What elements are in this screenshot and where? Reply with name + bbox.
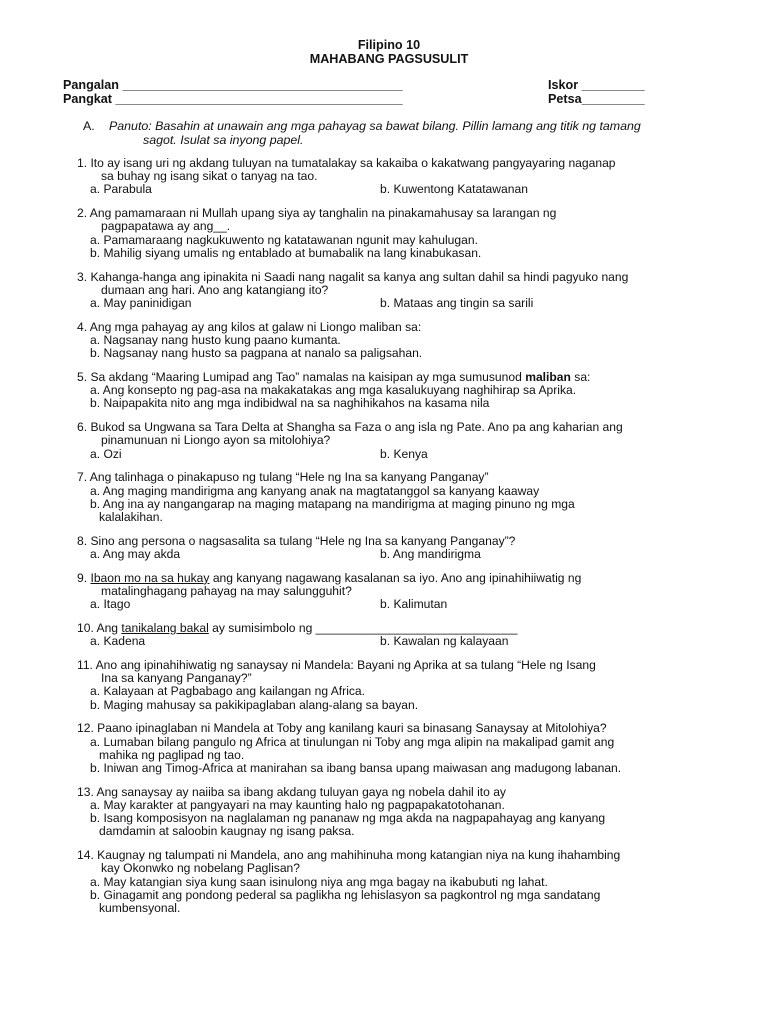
question-7 bbox=[77, 471, 717, 524]
choice-a: a. Ang maging mandirigma ang kanyang anak na magtatanggol sa kanyang kaaway bbox=[90, 483, 540, 498]
question-1 bbox=[77, 157, 717, 197]
choice-b: b. Ginagamit ang pondong pederal sa paglikha ng lehislasyon sa pagkontrol ng mga sandatang bbox=[90, 887, 601, 902]
choice-b: b. Kalimutan bbox=[380, 597, 448, 612]
question-stem-cont: pinamunuan ni Liongo ayon sa mitolohiya? bbox=[101, 433, 331, 448]
choice-b-cont: kumbensyonal. bbox=[99, 901, 181, 916]
name-field: Pangalan ________________________________________ bbox=[63, 78, 403, 92]
choice-b: b. Ang ina ay nangangarap na maging matapang na mandirigma at maging pinuno ng mga bbox=[90, 496, 575, 511]
choice-b: b. Maging mahusay sa pakikipaglaban alang-alang sa bayan. bbox=[90, 697, 419, 712]
choice-row bbox=[77, 448, 717, 461]
question-stem: 1. Ito ay isang uri ng akdang tuluyan na tumatalakay sa kakaiba o kakatwang pangyayaring naganap bbox=[77, 156, 616, 170]
choice-a: a. Ang may akda bbox=[90, 547, 181, 562]
stem-text: 9. bbox=[77, 570, 91, 585]
question-2 bbox=[77, 207, 717, 260]
question-stem-cont: sa buhay ng isang sikat o tanyag na tao. bbox=[101, 169, 318, 184]
choice-b: b. Kuwentong Katatawanan bbox=[380, 182, 528, 197]
choice-a: a. Parabula bbox=[90, 182, 152, 197]
choice-b: b. Kawalan ng kalayaan bbox=[380, 634, 509, 649]
choice-a: a. Kadena bbox=[90, 634, 146, 649]
question-9 bbox=[77, 572, 717, 612]
choice-a: a. Pamamaraang nagkukuwento ng katatawanan ngunit may kahulugan. bbox=[90, 232, 478, 247]
directions-line-1 bbox=[83, 119, 723, 133]
choice-row bbox=[77, 598, 717, 611]
choice-b: b. Naipapakita nito ang mga indibidwal na sa naghihikahos na kasama nila bbox=[90, 396, 490, 411]
choice-b: b. Mataas ang tingin sa sarili bbox=[380, 296, 534, 311]
exam-title: MAHABANG PAGSUSULIT bbox=[309, 52, 469, 66]
question-stem: 7. Ang talinhaga o pinakapuso ng tulang “Hele ng Ina sa kanyang Panganay” bbox=[77, 470, 489, 485]
choice-row bbox=[77, 183, 717, 196]
score-field: Iskor _________ bbox=[548, 78, 645, 92]
question-12 bbox=[77, 722, 717, 775]
stem-text-end: sa: bbox=[570, 370, 591, 385]
document-header bbox=[0, 38, 768, 66]
choice-b-cont: kalalakihan. bbox=[99, 510, 163, 525]
question-stem: 3. Kahanga-hanga ang ipinakita ni Saadi nang nagalit sa kanya ang sultan dahil sa hindi pagyuko nang bbox=[77, 269, 629, 284]
question-5 bbox=[77, 371, 717, 411]
question-stem: 13. Ang sanaysay ay naiiba sa ibang akdang tuluyan gaya ng nobela dahil ito ay bbox=[77, 784, 506, 799]
choice-a: a. Kalayaan at Pagbabago ang kailangan ng Africa. bbox=[90, 684, 366, 699]
choice-b-cont: damdamin at saloobin kaugnay ng isang paksa. bbox=[99, 824, 355, 839]
choice-b: b. Ang mandirigma bbox=[380, 547, 481, 562]
choice-b: b. Nagsanay nang husto sa pagpana at nanalo sa paligsahan. bbox=[90, 346, 423, 361]
question-stem-cont: matalinghagang pahayag na may salungguhit? bbox=[101, 584, 352, 599]
choice-a: a. Nagsanay nang husto kung paano kumanta. bbox=[90, 333, 341, 348]
choice-row bbox=[77, 297, 717, 310]
question-stem: 14. Kaugnay ng talumpati ni Mandela, ano ang mahihinuha mong katangian niya na kung ihahambing bbox=[77, 848, 621, 863]
choice-row bbox=[77, 548, 717, 561]
question-list bbox=[77, 157, 717, 926]
question-stem-cont: Ina sa kanyang Panganay?” bbox=[101, 671, 252, 686]
stem-text-end: ang kanyang nagawang kasalanan sa iyo. Ano ang ipinahihiiwatig ng bbox=[209, 570, 582, 585]
question-stem: 11. Ano ang ipinahihiwatig ng sanaysay ni Mandela: Bayani ng Aprika at sa tulang “Hele ng Isang bbox=[77, 658, 596, 673]
stem-bold-text: maliban bbox=[525, 370, 571, 385]
question-10 bbox=[77, 622, 717, 648]
choice-a: a. Ang konsepto ng pag-asa na makakatakas ang mga kasalukuyang naghihirap sa Aprika. bbox=[90, 383, 577, 398]
question-stem: 8. Sino ang persona o nagsasalita sa tulang “Hele ng Ina sa kanyang Panganay”? bbox=[77, 533, 516, 548]
choice-a: a. May paninidigan bbox=[90, 296, 192, 311]
question-13 bbox=[77, 786, 717, 839]
choice-a: a. May katangian siya kung saan isinulong niya ang mga bagay na ikabubuti ng lahat. bbox=[90, 874, 548, 889]
choice-a: a. May karakter at pangyayari na may kaunting halo ng pagpapakatotohanan. bbox=[90, 798, 505, 813]
choice-a: a. Ozi bbox=[90, 446, 122, 461]
question-8 bbox=[77, 535, 717, 561]
question-4 bbox=[77, 321, 717, 361]
question-3 bbox=[77, 271, 717, 311]
question-stem: 4. Ang mga pahayag ay ang kilos at galaw ni Liongo maliban sa: bbox=[77, 319, 422, 334]
question-stem: 12. Paano ipinaglaban ni Mandela at Toby ang kanilang kauri sa binasang Sanaysay at Mitolohiya? bbox=[77, 721, 607, 736]
part-letter: A. bbox=[83, 119, 95, 133]
underlined-phrase: tanikalang bakal bbox=[121, 621, 209, 636]
date-field: Petsa_________ bbox=[548, 92, 645, 106]
choice-a: a. Itago bbox=[90, 597, 131, 612]
question-stem-cont: pagpapatawa ay ang__. bbox=[101, 219, 231, 234]
question-14 bbox=[77, 849, 717, 915]
directions bbox=[83, 119, 723, 147]
choice-b: b. Iniwan ang Timog-Africa at manirahan sa ibang bansa upang maiwasan ang madugong labanan. bbox=[90, 761, 622, 776]
question-stem-cont: dumaan ang hari. Ano ang katangiang ito? bbox=[101, 282, 329, 297]
stem-text-end: ay sumisimbolo ng ______________________________ bbox=[208, 621, 518, 636]
section-field: Pangkat _________________________________________ bbox=[63, 92, 403, 106]
choice-row bbox=[77, 635, 717, 648]
question-stem: 2. Ang pamamaraan ni Mullah upang siya ay tanghalin na pinakamahusay sa larangan ng bbox=[77, 206, 557, 221]
question-11 bbox=[77, 659, 717, 712]
directions-text-1: Panuto: Basahin at unawain ang mga pahayag sa bawat bilang. Pillin lamang ang titik ng tamang bbox=[109, 119, 641, 133]
choice-b: b. Kenya bbox=[380, 446, 428, 461]
stem-text: 10. Ang bbox=[77, 621, 122, 636]
question-stem-cont: kay Okonwko ng nobelang Paglisan? bbox=[101, 861, 301, 876]
directions-line-2: sagot. Isulat sa inyong papel. bbox=[143, 133, 304, 147]
question-6 bbox=[77, 421, 717, 461]
choice-b: b. Mahilig siyang umalis ng entablado at bumabalik na lang kinabukasan. bbox=[90, 245, 482, 260]
choice-a: a. Lumaban bilang pangulo ng Africa at tinulungan ni Toby ang mga alipin na makalipad gamit ang bbox=[90, 734, 615, 749]
choice-b: b. Isang komposisyon na naglalaman ng pananaw ng mga akda na nagpapahayag ang kanyang bbox=[90, 811, 606, 826]
choice-a-cont: mahika ng paglipad ng tao. bbox=[99, 747, 245, 762]
underlined-phrase: Ibaon mo na sa hukay bbox=[90, 570, 210, 585]
question-stem: 6. Bukod sa Ungwana sa Tara Delta at Shangha sa Faza o ang isla ng Pate. Ano pa ang kaharian ang bbox=[77, 420, 623, 435]
subject-title: Filipino 10 bbox=[357, 38, 421, 52]
stem-text: 5. Sa akdang “Maaring Lumipad ang Tao” namalas na kaisipan ay mga sumusunod bbox=[77, 370, 526, 385]
